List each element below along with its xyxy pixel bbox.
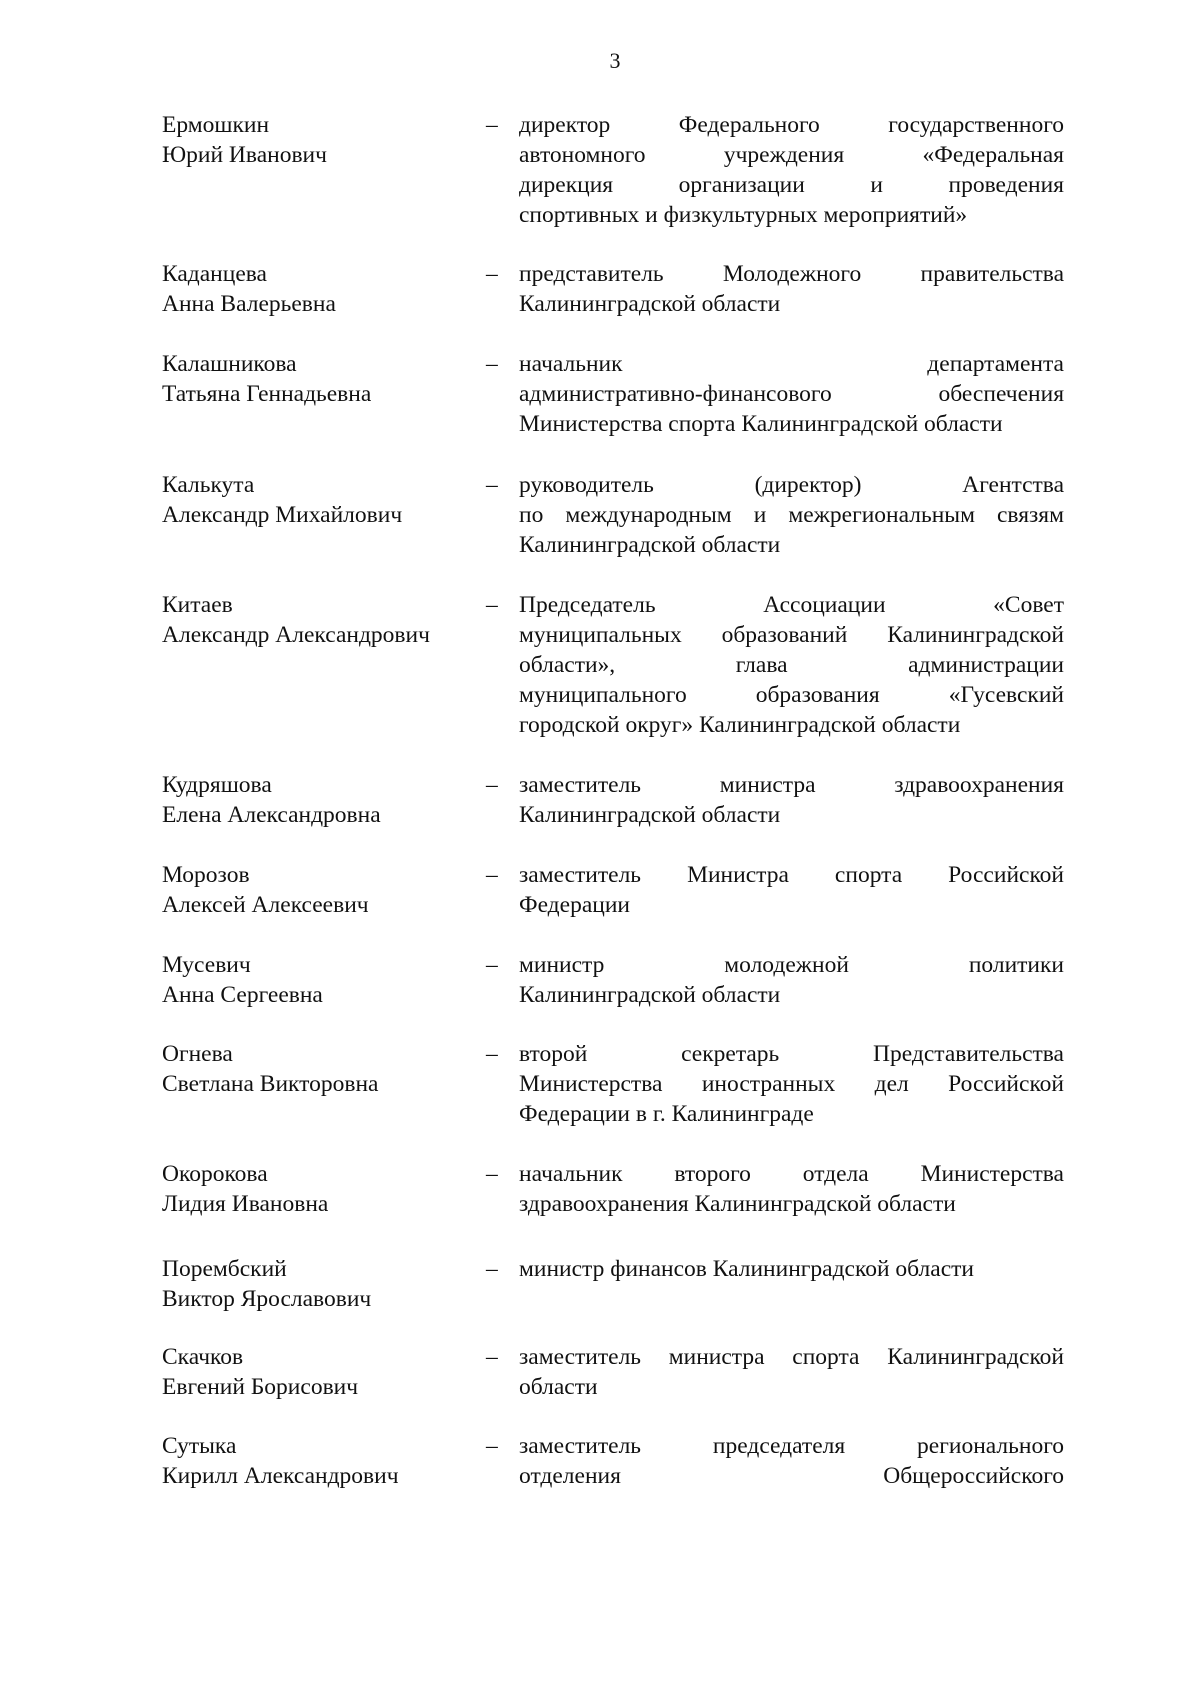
position-description (519, 470, 1064, 560)
dash-separator: – (486, 862, 498, 888)
given-names: Кирилл Александрович (162, 1463, 399, 1489)
position-description (519, 950, 1064, 1010)
description-line: заместитель Министра спорта Российской (519, 862, 1064, 888)
person-name (162, 590, 482, 650)
description-line: начальник департамента (519, 351, 1064, 377)
given-names: Виктор Ярославович (162, 1286, 372, 1312)
dash-separator: – (486, 112, 498, 138)
description-line: муниципальных образований Калининградской (519, 622, 1064, 648)
position-description (519, 590, 1064, 740)
surname: Ермошкин (162, 112, 270, 138)
position-description (519, 259, 1064, 319)
dash-separator: – (486, 261, 498, 287)
description-line: министр молодежной политики (519, 952, 1064, 978)
surname: Сутыка (162, 1433, 237, 1459)
dash-separator: – (486, 1041, 498, 1067)
description-line: Калининградской области (519, 982, 781, 1008)
position-description (519, 860, 1064, 920)
description-line: заместитель министра здравоохранения (519, 772, 1064, 798)
description-line: области», глава администрации (519, 652, 1064, 678)
position-description (519, 1159, 1064, 1219)
description-line: автономного учреждения «Федеральная (519, 142, 1064, 168)
description-line: второй секретарь Представительства (519, 1041, 1064, 1067)
person-name (162, 950, 482, 1010)
description-line: Министерства иностранных дел Российской (519, 1071, 1064, 1097)
surname: Мусевич (162, 952, 251, 978)
surname: Китаев (162, 592, 233, 618)
given-names: Светлана Викторовна (162, 1071, 379, 1097)
description-line: спортивных и физкультурных мероприятий» (519, 202, 968, 228)
description-line: заместитель председателя регионального (519, 1433, 1064, 1459)
position-description (519, 1431, 1064, 1491)
description-line: начальник второго отдела Министерства (519, 1161, 1064, 1187)
description-line: муниципального образования «Гусевский (519, 682, 1064, 708)
surname: Каданцева (162, 261, 267, 287)
description-line: Калининградской области (519, 532, 781, 558)
given-names: Анна Валерьевна (162, 291, 336, 317)
person-name (162, 259, 482, 319)
description-line: городской округ» Калининградской области (519, 712, 961, 738)
dash-separator: – (486, 1433, 498, 1459)
description-line: Калининградской области (519, 291, 781, 317)
given-names: Юрий Иванович (162, 142, 327, 168)
dash-separator: – (486, 952, 498, 978)
given-names: Евгений Борисович (162, 1374, 359, 1400)
dash-separator: – (486, 472, 498, 498)
position-description (519, 110, 1064, 230)
page-number: 3 (609, 48, 621, 73)
description-line: руководитель (директор) Агентства (519, 472, 1064, 498)
given-names: Татьяна Геннадьевна (162, 381, 372, 407)
person-name (162, 1159, 482, 1219)
dash-separator: – (486, 351, 498, 377)
description-line: по международным и межрегиональным связям (519, 502, 1064, 528)
surname: Порембский (162, 1256, 287, 1282)
given-names: Александр Александрович (162, 622, 430, 648)
given-names: Александр Михайлович (162, 502, 403, 528)
surname: Огнева (162, 1041, 233, 1067)
surname: Окорокова (162, 1161, 268, 1187)
dash-separator: – (486, 592, 498, 618)
dash-separator: – (486, 772, 498, 798)
person-name (162, 1342, 482, 1402)
description-line: Председатель Ассоциации «Совет (519, 592, 1064, 618)
surname: Калашникова (162, 351, 297, 377)
description-line: Калининградской области (519, 802, 781, 828)
person-name (162, 1254, 482, 1314)
description-line: здравоохранения Калининградской области (519, 1191, 956, 1217)
person-name (162, 349, 482, 409)
position-description (519, 1342, 1064, 1402)
person-name (162, 770, 482, 830)
person-name (162, 1039, 482, 1099)
description-line: Федерации (519, 892, 630, 918)
position-description (519, 349, 1064, 439)
dash-separator: – (486, 1161, 498, 1187)
description-line: представитель Молодежного правительства (519, 261, 1064, 287)
person-name (162, 860, 482, 920)
person-name (162, 470, 482, 530)
description-line: области (519, 1374, 598, 1400)
given-names: Лидия Ивановна (162, 1191, 329, 1217)
surname: Скачков (162, 1344, 244, 1370)
dash-separator: – (486, 1344, 498, 1370)
given-names: Анна Сергеевна (162, 982, 323, 1008)
description-line: министр финансов Калининградской области (519, 1256, 974, 1282)
description-line: Министерства спорта Калининградской области (519, 411, 1003, 437)
surname: Морозов (162, 862, 250, 888)
surname: Калькута (162, 472, 255, 498)
position-description (519, 1254, 1064, 1284)
description-line: Федерации в г. Калининграде (519, 1101, 814, 1127)
given-names: Алексей Алексеевич (162, 892, 369, 918)
person-name (162, 1431, 482, 1491)
description-line: дирекция организации и проведения (519, 172, 1064, 198)
description-line: административно-финансового обеспечения (519, 381, 1064, 407)
description-line: отделения Общероссийского (519, 1463, 1064, 1489)
position-description (519, 770, 1064, 830)
dash-separator: – (486, 1256, 498, 1282)
position-description (519, 1039, 1064, 1129)
description-line: директор Федерального государственного (519, 112, 1064, 138)
surname: Кудряшова (162, 772, 272, 798)
description-line: заместитель министра спорта Калининградской (519, 1344, 1064, 1370)
given-names: Елена Александровна (162, 802, 381, 828)
person-name (162, 110, 482, 170)
